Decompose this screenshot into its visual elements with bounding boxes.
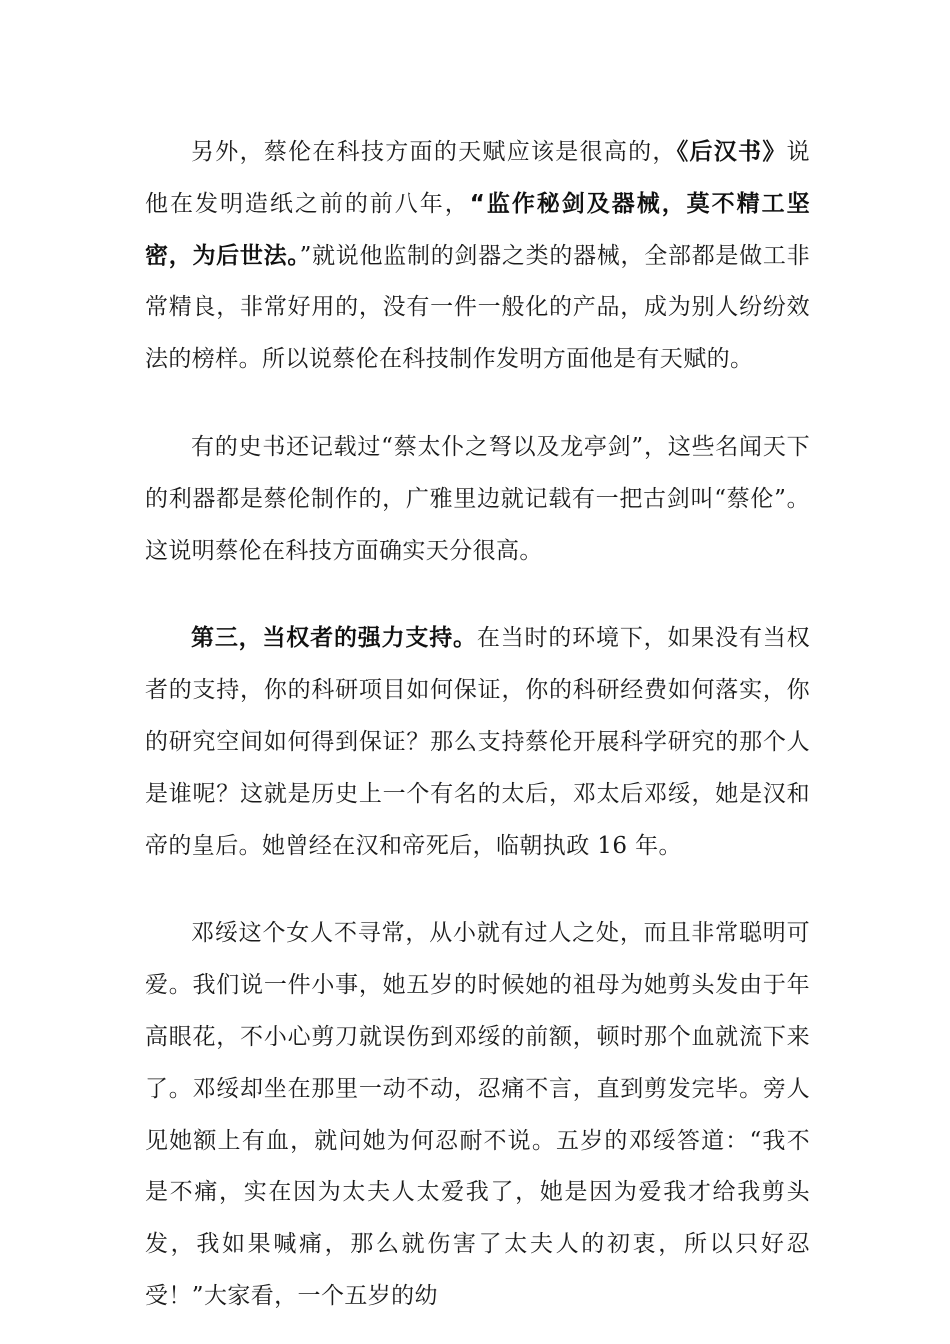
text-segment: 有的史书还记载过“蔡太仆之弩以及龙亭剑”，这些名闻天下的利器都是蔡伦制作的，广雅里边就记载有一把古剑叫“蔡伦”。这说明蔡伦在科技方面确实天分很高。 <box>145 433 810 564</box>
text-segment: 另外，蔡伦在科技方面的天赋应该是很高的， <box>191 139 677 165</box>
text-segment: ”就说他监制的剑器之类的器械，全部都是做工非常精良，非常好用的，没有一件一般化的产品，成为别人纷纷效法的榜样。所以说蔡伦在科技制作发明方面他是有天赋的。 <box>145 242 810 373</box>
bold-book-title: 《后汉书》 <box>676 139 787 165</box>
paragraph-famous-weapons <box>145 422 810 577</box>
paragraph-cai-lun-talent <box>145 127 810 386</box>
bold-quotation: “监作秘剑及器械，莫不精工坚密，为后世法。 <box>145 190 811 269</box>
bold-point-heading: 第三，当权者的强力支持。 <box>191 625 477 652</box>
paragraph-third-point-support <box>145 613 810 872</box>
text-segment: 说他在发明造纸之前的前八年， <box>145 139 811 217</box>
text-segment: 在当时的环境下，如果没有当权者的支持，你的科研项目如何保证，你的科研经费如何落实，你的研究空间如何得到保证？那么支持蔡伦开展科学研究的那个人是谁呢？这就是历史上一个有名的太后，邓太后邓绥，她是汉和帝的皇后。她曾经在汉和帝死后，临朝执政 16 年。 <box>145 625 810 859</box>
paragraph-deng-sui-story <box>145 908 810 1322</box>
text-segment: 邓绥这个女人不寻常，从小就有过人之处，而且非常聪明可爱。我们说一件小事，她五岁的时候她的祖母为她剪头发由于年高眼花，不小心剪刀就误伤到邓绥的前额，顿时那个血就流下来了。邓绥却坐在那里一动不动，忍痛不言，直到剪发完毕。旁人见她额上有血，就问她为何忍耐不说。五岁的邓绥答道：“我不是不痛，实在因为太夫人太爱我了，她是因为爱我才给我剪头发，我如果喊痛，那么就伤害了太夫人的初衷，所以只好忍受！”大家看，一个五岁的幼 <box>145 920 810 1309</box>
